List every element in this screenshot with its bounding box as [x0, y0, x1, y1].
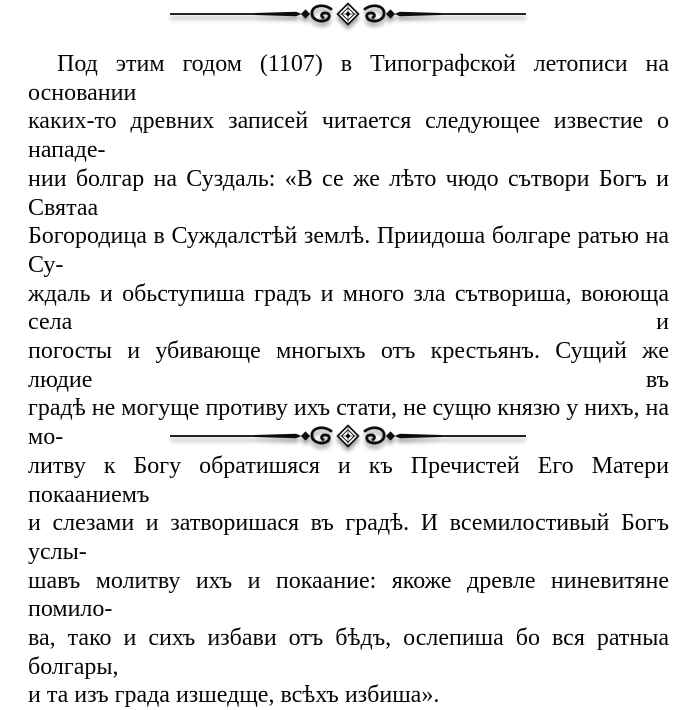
text-line: каких-то древних записей читается следующее известие о нападе- [28, 108, 669, 164]
text-line: литву к Богу обратишяся и къ Пречистей Его Матери покааниемъ [28, 452, 669, 508]
text-line: Под этим годом (1107) в Типографской летописи на основании [28, 51, 669, 106]
text-line: шавъ молитву ихъ и покаание: якоже древле ниневитяне помило- [28, 567, 669, 623]
text-line: и та изъ града изшедще, всѣхъ избиша». [28, 682, 440, 709]
text-line: погосты и убивающе многыхъ отъ крестьянъ. Сущий же людие въ [28, 338, 669, 393]
bottom-divider-ornament [168, 424, 528, 450]
text-line: и слезами и затворишася въ градѣ. И всемилостивый Богъ услы- [28, 510, 669, 565]
chronicle-paragraph [28, 50, 669, 710]
text-line: Богородица в Суждалстѣй землѣ. Приидоша болгаре ратью на Су- [28, 223, 669, 278]
text-line: нии болгар на Суздаль: «В се же лѣто чюдо сътвори Богъ и Святаа [28, 165, 669, 221]
text-line: ждаль и обьступиша градъ и много зла сътвориша, воююща села и [28, 280, 669, 336]
text-line: ва, тако и сихъ избави отъ бѣдъ, ослепиша бо вся ратныа болгары, [28, 625, 669, 680]
text-line: градѣ не могуще противу ихъ стати, не сущю князю у нихъ, на мо- [28, 395, 669, 451]
top-divider-ornament [168, 2, 528, 28]
